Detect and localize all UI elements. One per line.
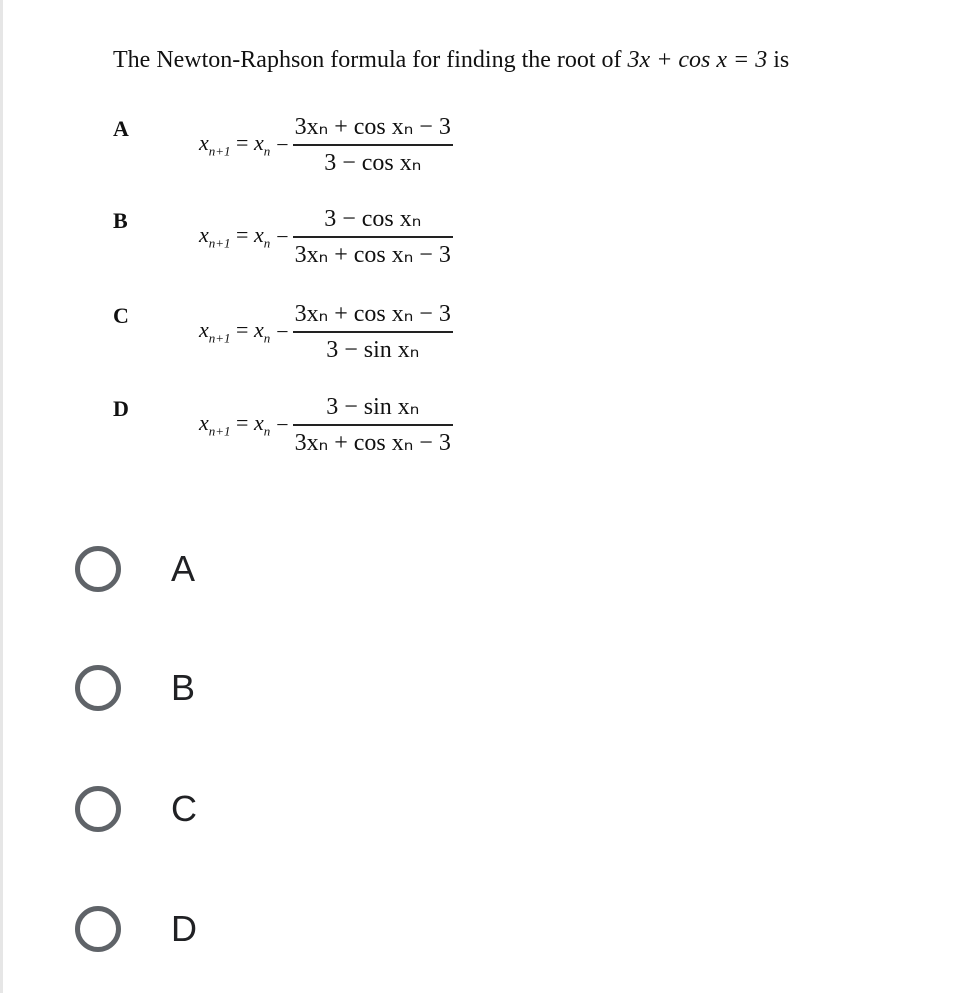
option-c-formula [199,297,453,367]
fraction [293,202,453,272]
choice-label[interactable]: C [171,788,197,829]
minus-sign: − [276,411,289,437]
formula-lhs: $x_{n+1} = x_n$ [199,317,271,346]
choice-b[interactable] [75,665,195,711]
denominator: 3xₙ + cos xₙ − 3 [294,429,451,456]
question-prefix: The Newton-Raphson formula for finding the root of [113,47,622,73]
denominator: 3 − cos xₙ [324,149,422,176]
choice-d[interactable] [75,906,197,952]
numerator: 3xₙ + cos xₙ − 3 [294,301,451,327]
choice-a[interactable] [75,546,195,592]
question-suffix: is [773,47,790,73]
choice-label[interactable]: A [171,548,196,589]
formula-lhs: $x_{n+1} = x_n$ [199,410,271,439]
option-letter: B [113,208,128,233]
question-text [113,44,789,76]
option-letter: C [113,303,129,328]
left-border [0,0,3,993]
fraction [293,390,453,460]
denominator: 3 − sin xₙ [326,336,420,363]
denominator: 3xₙ + cos xₙ − 3 [294,241,451,268]
choice-c[interactable] [75,786,197,832]
minus-sign: − [276,131,289,157]
formula-lhs: $x_{n+1} = x_n$ [199,222,271,251]
radio-button-b[interactable] [75,665,121,711]
formula-lhs: $x_{n+1} = x_n$ [199,130,271,159]
choice-label[interactable]: B [171,667,196,708]
option-d-formula [199,390,453,460]
choice-label[interactable]: D [171,908,197,949]
fraction [293,110,453,180]
numerator: 3 − sin xₙ [326,394,420,420]
fraction [293,297,453,367]
numerator: 3 − cos xₙ [324,206,422,232]
option-b-formula [199,202,453,272]
option-letter: D [113,396,129,421]
option-letter: A [113,116,129,141]
option-a-formula [199,110,453,180]
numerator: 3xₙ + cos xₙ − 3 [294,114,451,140]
minus-sign: − [276,318,289,344]
radio-button-a[interactable] [75,546,121,592]
radio-button-c[interactable] [75,786,121,832]
question-equation: 3x + cos x = 3 [627,47,768,73]
minus-sign: − [276,223,289,249]
radio-button-d[interactable] [75,906,121,952]
